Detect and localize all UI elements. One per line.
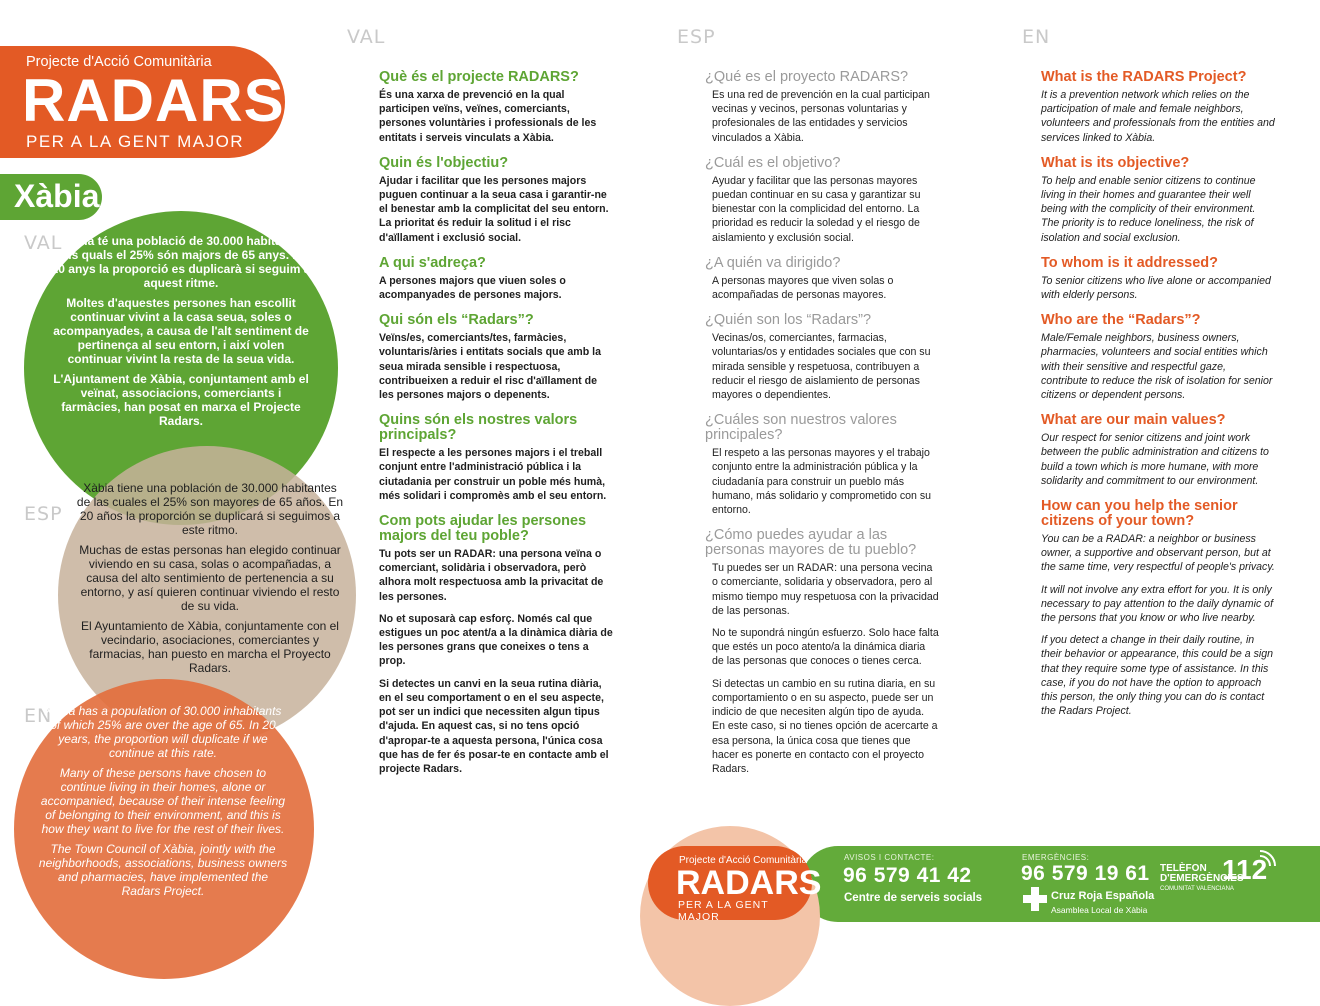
en-section-paragraph: If you detect a change in their daily routine, in their behavior or appearance, this could be a sign that they require some type of assistance. In this case, if you do not have the option to approach this person, the only thing you can do is contact the Radars Project. [1041,634,1274,718]
en-section [1041,499,1275,718]
esp-section-heading: ¿Cuál es el objetivo? [705,154,841,171]
esp-section-paragraph: A personas mayores que viven solas o acompañadas de personas mayores. [712,274,894,302]
esp-section-paragraph: Es una red de prevención en la cual participan vecinas y vecinos, personas voluntarias y profesionales de las entidades y servicios vinculados a Xàbia. [712,89,930,144]
left-lang-tag-esp: ESP [24,503,63,525]
esp-section [705,313,939,402]
footer-logo-subtitle: Projecte d'Acció Comunitària [679,855,808,866]
contact-name: Centre de serveis socials [844,892,983,904]
val-section-paragraph: Si detectes un canvi en la seua rutina diària, en el seu comportament o en el seu aspecte, pot ser un indici que necessiten algun tipus d'ajuda. En aquest cas, si no tens opció d'apropar-te a aquesta persona, l'única cosa que has de fer és posar-te en contacte amb el projecte Radars. [379,677,609,775]
val-section-paragraph: Veïns/es, comerciants/tes, farmàcies, voluntaris/àries i entitats socials que amb la seua mirada sensible i respectuosa, contribueixen a reduir el risc d'aïllament de les persones majors o depenents. [379,332,601,402]
intro-val-p2: Moltes d'aquestes persones han escollit continuar vivint a la casa seua, soles o acompanyades, a causa de l'alt sentiment de pertinença al seu entorn, i així volen continuar vivint la resta de la seua vida. [53,296,309,366]
intro-esp-p3: El Ayuntamiento de Xàbia, conjuntamente con el vecindario, asociaciones, comerciantes y farmacias, han puesto en marcha el Proyecto Radars. [81,619,339,675]
val-section-heading: A qui s'adreça? [379,254,486,271]
val-section [379,313,613,402]
val-section-heading: Quin és l'objectiu? [379,154,509,171]
val-section-paragraph: Ajudar i facilitar que les persones majors puguen continuar a la seua casa i garantir-ne el benestar amb la complicitat del seu entorn. La prioritat és reduir la solitud i el risc d'aïllament i exclusió social. [379,174,609,244]
left-lang-tag-val: VAL [24,232,63,254]
intro-en-p2: Many of these persons have chosen to continue living in their homes, alone or accompanied, because of their intense feeling of belonging to their environment, and this is how they want to live for the rest of their lives. [40,766,286,836]
emergency-phone[interactable]: 96 579 19 61 [1021,862,1150,885]
en-section [1041,256,1275,302]
radars-banner [0,46,285,158]
intro-val-p1: Xàbia té una població de 30.000 habitants dels quals el 25% són majors de 65 anys. En 20 anys la proporció es duplicarà si seguim a aquest ritme. [51,234,311,290]
esp-section-paragraph: No te supondrá ningún esfuerzo. Solo hace falta que estés un poco atento/a la dinámica diaria de las personas que conoces o tienes cerca. [712,627,939,668]
esp-section-heading: ¿Cuáles son nuestros valores principales? [705,412,897,444]
val-section-heading: Quins són els nostres valors principals? [379,412,578,444]
esp-section-paragraph: Tu puedes ser un RADAR: una persona vecina o comerciante, solidaria y observadora, pero al mismo tiempo muy respetuosa con la privacidad de las personas. [712,562,939,617]
val-section [379,70,613,145]
en-section-heading: How can you help the senior citizens of your town? [1041,498,1238,530]
en-section [1041,413,1275,488]
intro-en-p3: The Town Council of Xàbia, jointly with the neighborhoods, associations, business owners and pharmacies, have implemented the Radars Project. [38,842,288,898]
esp-section [705,70,939,145]
lang-tag-esp: ESP [677,26,716,48]
en-section-paragraph: To senior citizens who live alone or accompanied with elderly persons. [1041,274,1271,302]
en-section-heading: What is its objective? [1041,154,1190,171]
val-section [379,156,613,245]
esp-section [705,413,939,517]
en-section-paragraph: Male/Female neighbors, business owners, pharmacies, volunteers and social entities which with their sensitive and respectful gaze, contribute to reduce the risk of isolation for senior citizens or dependent persons. [1041,332,1273,402]
val-section-paragraph: No et suposarà cap esforç. Només cal que estigues un poc atent/a a la dinàmica diària de les persones grans que coneixes o tens a prop. [379,612,613,668]
banner-title: RADARS [22,67,285,134]
telefon-line3: COMUNITAT VALENCIANA [1160,886,1234,892]
esp-section [705,528,939,776]
val-section-heading: Què és el projecte RADARS? [379,69,579,85]
column-en [1041,70,1275,730]
column-val [379,70,613,787]
footer-logo-tagline: PER A LA GENT MAJOR [678,899,769,923]
banner-subtitle: Projecte d'Acció Comunitària [26,54,212,70]
intro-val-p3: L'Ajuntament de Xàbia, conjuntament amb el veïnat, associacions, comerciants i farmàcies, han posat en marxa el Projecte Radars. [53,372,309,428]
column-esp [705,70,939,787]
en-section-heading: To whom is it addressed? [1041,254,1218,271]
footer-logo-title: RADARS [676,864,822,902]
cruz-roja-name: Cruz Roja Española [1051,890,1155,902]
contact-label: AVISOS I CONTACTE: [844,853,935,862]
en-section-heading: Who are the “Radars”? [1041,312,1201,329]
esp-section-paragraph: Si detectas un cambio en su rutina diaria, en su comportamiento o en su aspecto, puede ser un indicio de que necesiten algún tipo de ayuda. En este caso, si no tienes opción de acercarte a esa persona, la única cosa que tienes que hacer es ponerte en contacto con el proyecto Radars. [712,677,938,775]
left-lang-tag-en: EN [24,705,53,727]
esp-section [705,156,939,245]
val-section-heading: Com pots ajudar les persones majors del teu poble? [379,513,587,545]
intro-en-p1: Xàbia has a population of 30.000 inhabitants of which 25% are over the age of 65. In 20 years, the proportion will duplicate if we continue at this rate. [44,704,282,760]
town-badge [0,174,102,220]
esp-section-paragraph: El respeto a las personas mayores y el trabajo conjunto entre la administración pública y la ciudadanía para construir un pueblo más humano, más solidario y comprometido con su entorno. [712,447,932,517]
esp-section-heading: ¿A quién va dirigido? [705,254,841,271]
red-cross-icon [1023,887,1047,911]
telefon-line2: D'EMERGÈNCIES [1160,873,1244,884]
esp-section-heading: ¿Quién son los “Radars”? [705,312,872,329]
val-section-paragraph: El respecte a les persones majors i el treball conjunt entre l'administració pública i la ciutadania per construir un poble més humà, més solidari i compromès amb el seu entorn. [379,447,607,502]
val-section-paragraph: Tu pots ser un RADAR: una persona veïna o comerciant, solidària i observadora, però alhora molt respectuosa amb la privacitat de les persones. [379,548,604,603]
emergency-label: EMERGÈNCIES: [1022,853,1090,862]
en-section [1041,70,1275,145]
en-section-heading: What is the RADARS Project? [1041,69,1247,85]
esp-section-paragraph: Ayudar y facilitar que las personas mayores puedan continuar en su casa y garantizar su bienestar con la complicidad del entorno. La prioridad es reducir la soledad y el riesgo de aislamiento y exclusión social. [712,174,921,244]
lang-tag-val: VAL [347,26,386,48]
signal-waves-icon [1258,850,1280,872]
val-section [379,514,613,776]
en-section [1041,313,1275,402]
cruz-roja-sub: Asamblea Local de Xàbia [1051,905,1148,915]
en-section-paragraph: It will not involve any extra effort for you. It is only necessary to pay attention to the daily dynamic of the persons that you know or who live nearby. [1041,583,1274,625]
val-section [379,256,613,302]
esp-section-paragraph: Vecinas/os, comerciantes, farmacias, voluntarias/os y entidades sociales que con su mirada sensible y respetuosa, contribuyen a reducir el riesgo de aislamiento de personas mayores o dependientes. [712,332,931,402]
esp-section [705,256,939,302]
val-section-heading: Qui són els “Radars”? [379,312,534,329]
en-section [1041,156,1275,245]
en-section-paragraph: It is a prevention network which relies on the participation of male and female neighbors, volunteers and professionals from the entities and services linked to Xàbia. [1041,89,1275,144]
en-section-paragraph: To help and enable senior citizens to continue living in their homes and guarantee their well being with the complicity of their environment. The priority is to reduce loneliness, the risk of isolation and social exclusion. [1041,174,1256,244]
esp-section-heading: ¿Cómo puedes ayudar a las personas mayores de tu pueblo? [705,527,917,559]
intro-esp [76,481,344,681]
val-section [379,413,613,503]
telefon-line1: TELÈFON [1160,863,1207,874]
intro-val [50,234,312,434]
intro-esp-p1: Xàbia tiene una población de 30.000 habitantes de las cuales el 25% son mayores de 65 años. En 20 años la proporción se duplicará si seguimos a este ritmo. [76,481,344,537]
footer-logo [648,846,822,923]
number-112[interactable]: 112 [1222,854,1268,885]
banner-tagline: PER A LA GENT MAJOR [26,132,245,151]
en-section-paragraph: You can be a RADAR: a neighbor or business owner, a supportive and observant person, but at the same time, very respectful of people's privacy. [1041,533,1275,574]
town-name: Xàbia [14,178,100,214]
val-section-paragraph: És una xarxa de prevenció en la qual participen veïns, veïnes, comerciants, persones voluntàries i professionals de les entitats i serveis vinculats a Xàbia. [379,89,597,144]
intro-en [38,704,288,904]
lang-tag-en: EN [1022,26,1051,48]
esp-section-heading: ¿Qué es el proyecto RADARS? [705,69,909,85]
en-section-paragraph: Our respect for senior citizens and joint work between the public administration and citizens to build a town which is more humane, with more solidarity and commitment to our environment. [1041,432,1269,487]
en-section-heading: What are our main values? [1041,412,1226,429]
val-section-paragraph: A persones majors que viuen soles o acompanyades de persones majors. [379,274,566,302]
contact-phone[interactable]: 96 579 41 42 [843,864,972,887]
intro-esp-p2: Muchas de estas personas han elegido continuar viviendo en su casa, solas o acompañadas, a causa del alto sentimiento de pertenencia a su entorno, y así quieren continuar viviendo el resto de su vida. [79,543,341,613]
